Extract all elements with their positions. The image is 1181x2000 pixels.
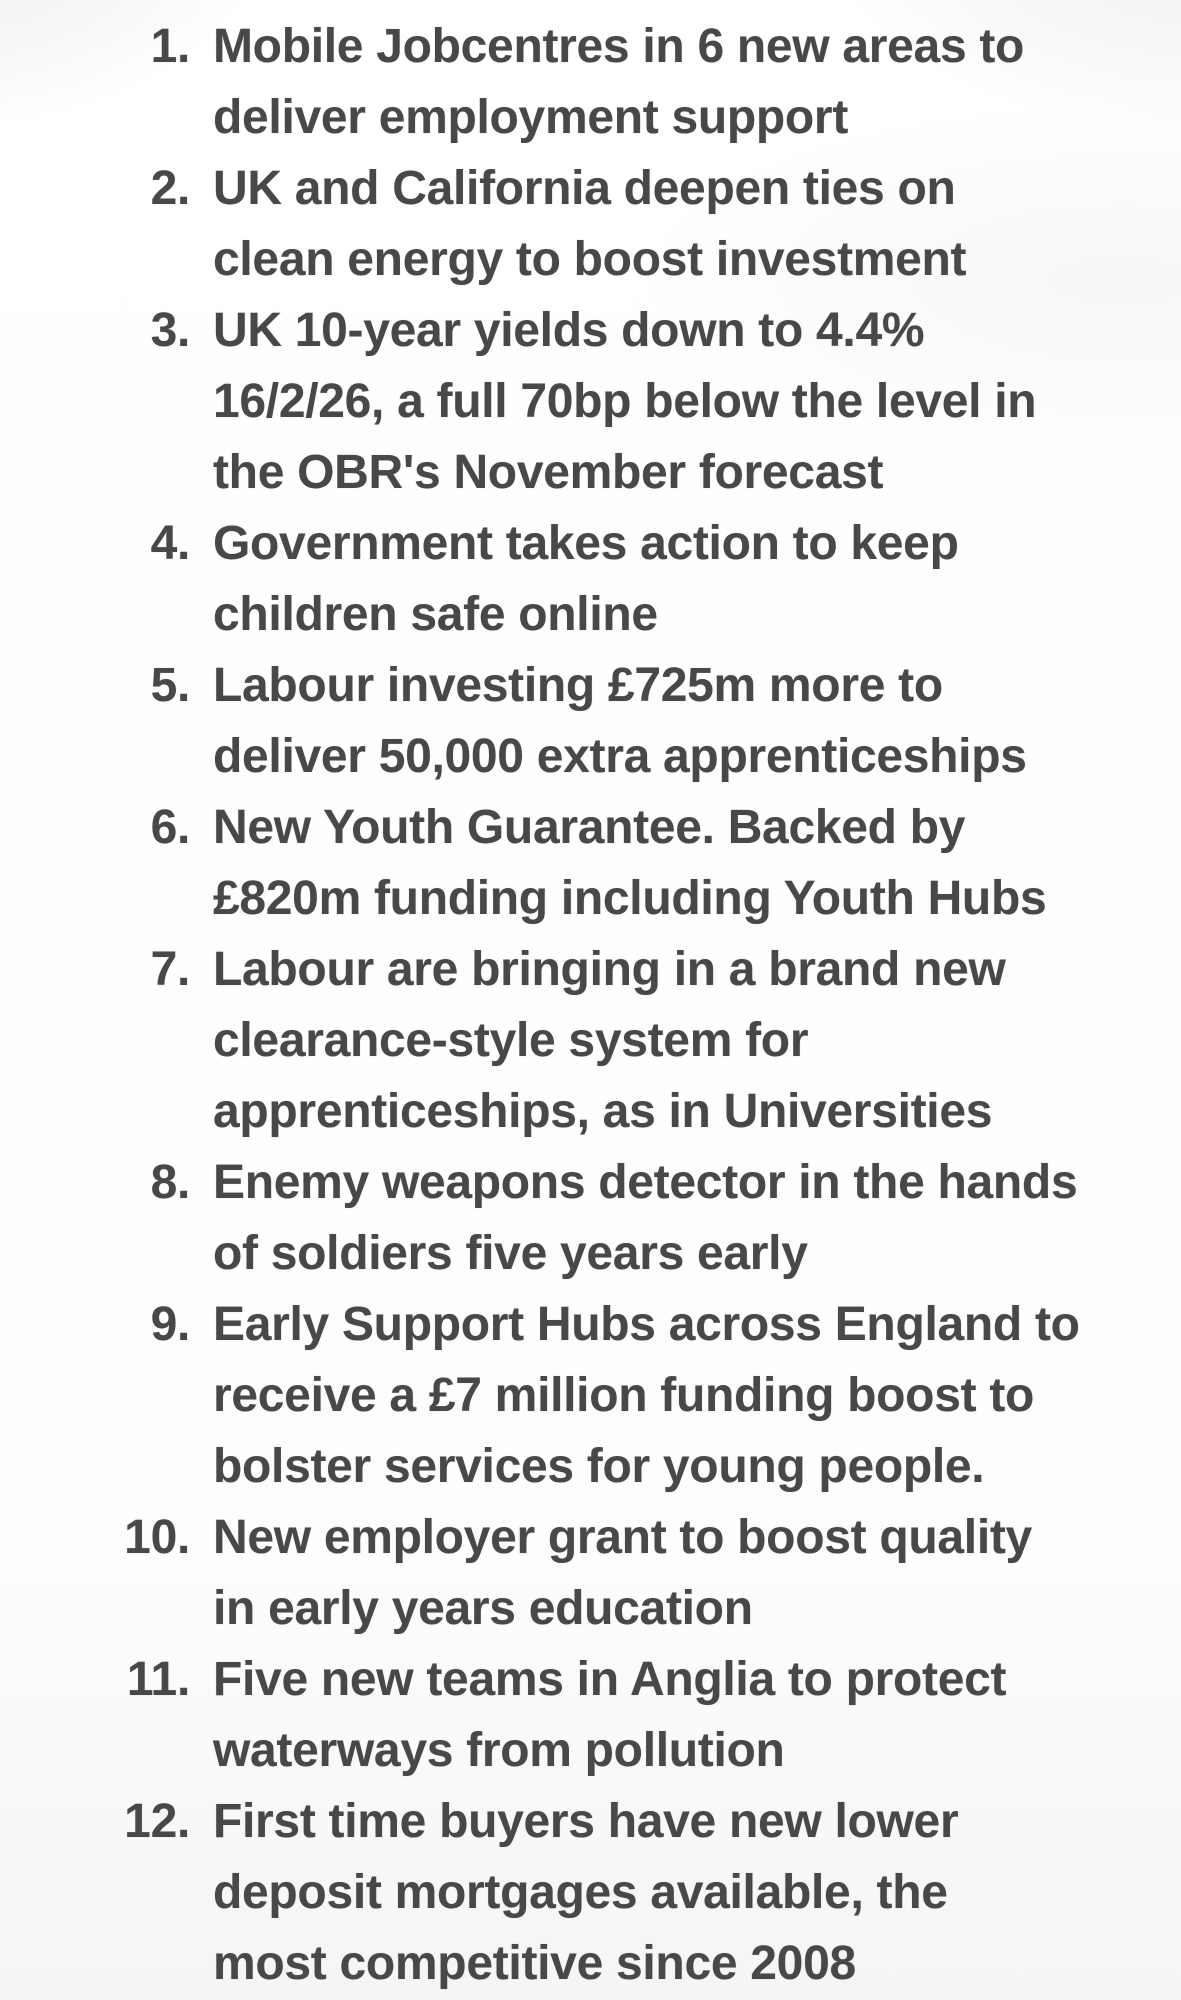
list-item-line: Enemy weapons detector in the hands [213, 1156, 1078, 1209]
list-item-line: children safe online [213, 588, 658, 641]
list-item-line: First time buyers have new lower [213, 1795, 959, 1848]
list-item-number: 5. [150, 659, 190, 712]
list-item-line: New employer grant to boost quality [213, 1511, 1032, 1564]
list-item-text [213, 508, 1181, 650]
list-item [0, 1147, 1181, 1289]
list-item-text [213, 153, 1181, 295]
list-item-number: 7. [150, 943, 190, 996]
list-item-line: in early years education [213, 1582, 753, 1635]
list-item-line: Government takes action to keep [213, 517, 959, 570]
list-item-line: 16/2/26, a full 70bp below the level in [213, 375, 1037, 428]
list-item-line: of soldiers five years early [213, 1227, 808, 1280]
list-item [0, 650, 1181, 792]
list-item-text [213, 11, 1181, 153]
list-item-line: most competitive since 2008 [213, 1937, 856, 1990]
list-item-line: deliver 50,000 extra apprenticeships [213, 730, 1027, 783]
list-item [0, 295, 1181, 508]
list-item-line: New Youth Guarantee. Backed by [213, 801, 966, 854]
list-item-line: Five new teams in Anglia to protect [213, 1653, 1007, 1706]
list-item-line: clearance-style system for [213, 1014, 809, 1067]
list-item-line: the OBR's November forecast [213, 446, 884, 499]
list-item [0, 1786, 1181, 1999]
list-item-line: deliver employment support [213, 91, 848, 144]
list-item-number: 4. [150, 517, 190, 570]
list-item-text [213, 295, 1181, 508]
list-item [0, 1289, 1181, 1502]
list-item [0, 1644, 1181, 1786]
list-item-line: clean energy to boost investment [213, 233, 967, 286]
list-item-line: UK and California deepen ties on [213, 162, 956, 215]
list-item [0, 1502, 1181, 1644]
list-item-line: bolster services for young people. [213, 1440, 985, 1493]
list-item-text [213, 650, 1181, 792]
list-item-line: Early Support Hubs across England to [213, 1298, 1080, 1351]
list-item [0, 153, 1181, 295]
list-item-number: 2. [150, 162, 190, 215]
list-item-line: UK 10-year yields down to 4.4% [213, 304, 925, 357]
list-item-number: 12. [124, 1795, 190, 1848]
list-item-number: 6. [150, 801, 190, 854]
list-item-line: waterways from pollution [213, 1724, 785, 1777]
list-item-line: £820m funding including Youth Hubs [213, 872, 1047, 925]
list-item-number: 3. [150, 304, 190, 357]
list-item [0, 508, 1181, 650]
list-item-text [213, 934, 1181, 1147]
list-item-line: Labour investing £725m more to [213, 659, 943, 712]
list-item [0, 934, 1181, 1147]
list-item-line: receive a £7 million funding boost to [213, 1369, 1035, 1422]
list-item-line: Labour are bringing in a brand new [213, 943, 1006, 996]
list-item-line: Mobile Jobcentres in 6 new areas to [213, 20, 1025, 73]
list-item-text [213, 1644, 1181, 1786]
list-item-number: 10. [124, 1511, 190, 1564]
list-item-number: 9. [150, 1298, 190, 1351]
list-item-text [213, 1786, 1181, 1999]
list-item-number: 1. [150, 20, 190, 73]
list-item-number: 8. [150, 1156, 190, 1209]
list-item-number: 11. [126, 1653, 190, 1706]
list-item-text [213, 1147, 1181, 1289]
list-item-line: deposit mortgages available, the [213, 1866, 948, 1919]
list-item-text [213, 1502, 1181, 1644]
list-item-line: apprenticeships, as in Universities [213, 1085, 993, 1138]
list-item [0, 11, 1181, 153]
list-item-text [213, 792, 1181, 934]
list-item-text [213, 1289, 1181, 1502]
list-item [0, 792, 1181, 934]
